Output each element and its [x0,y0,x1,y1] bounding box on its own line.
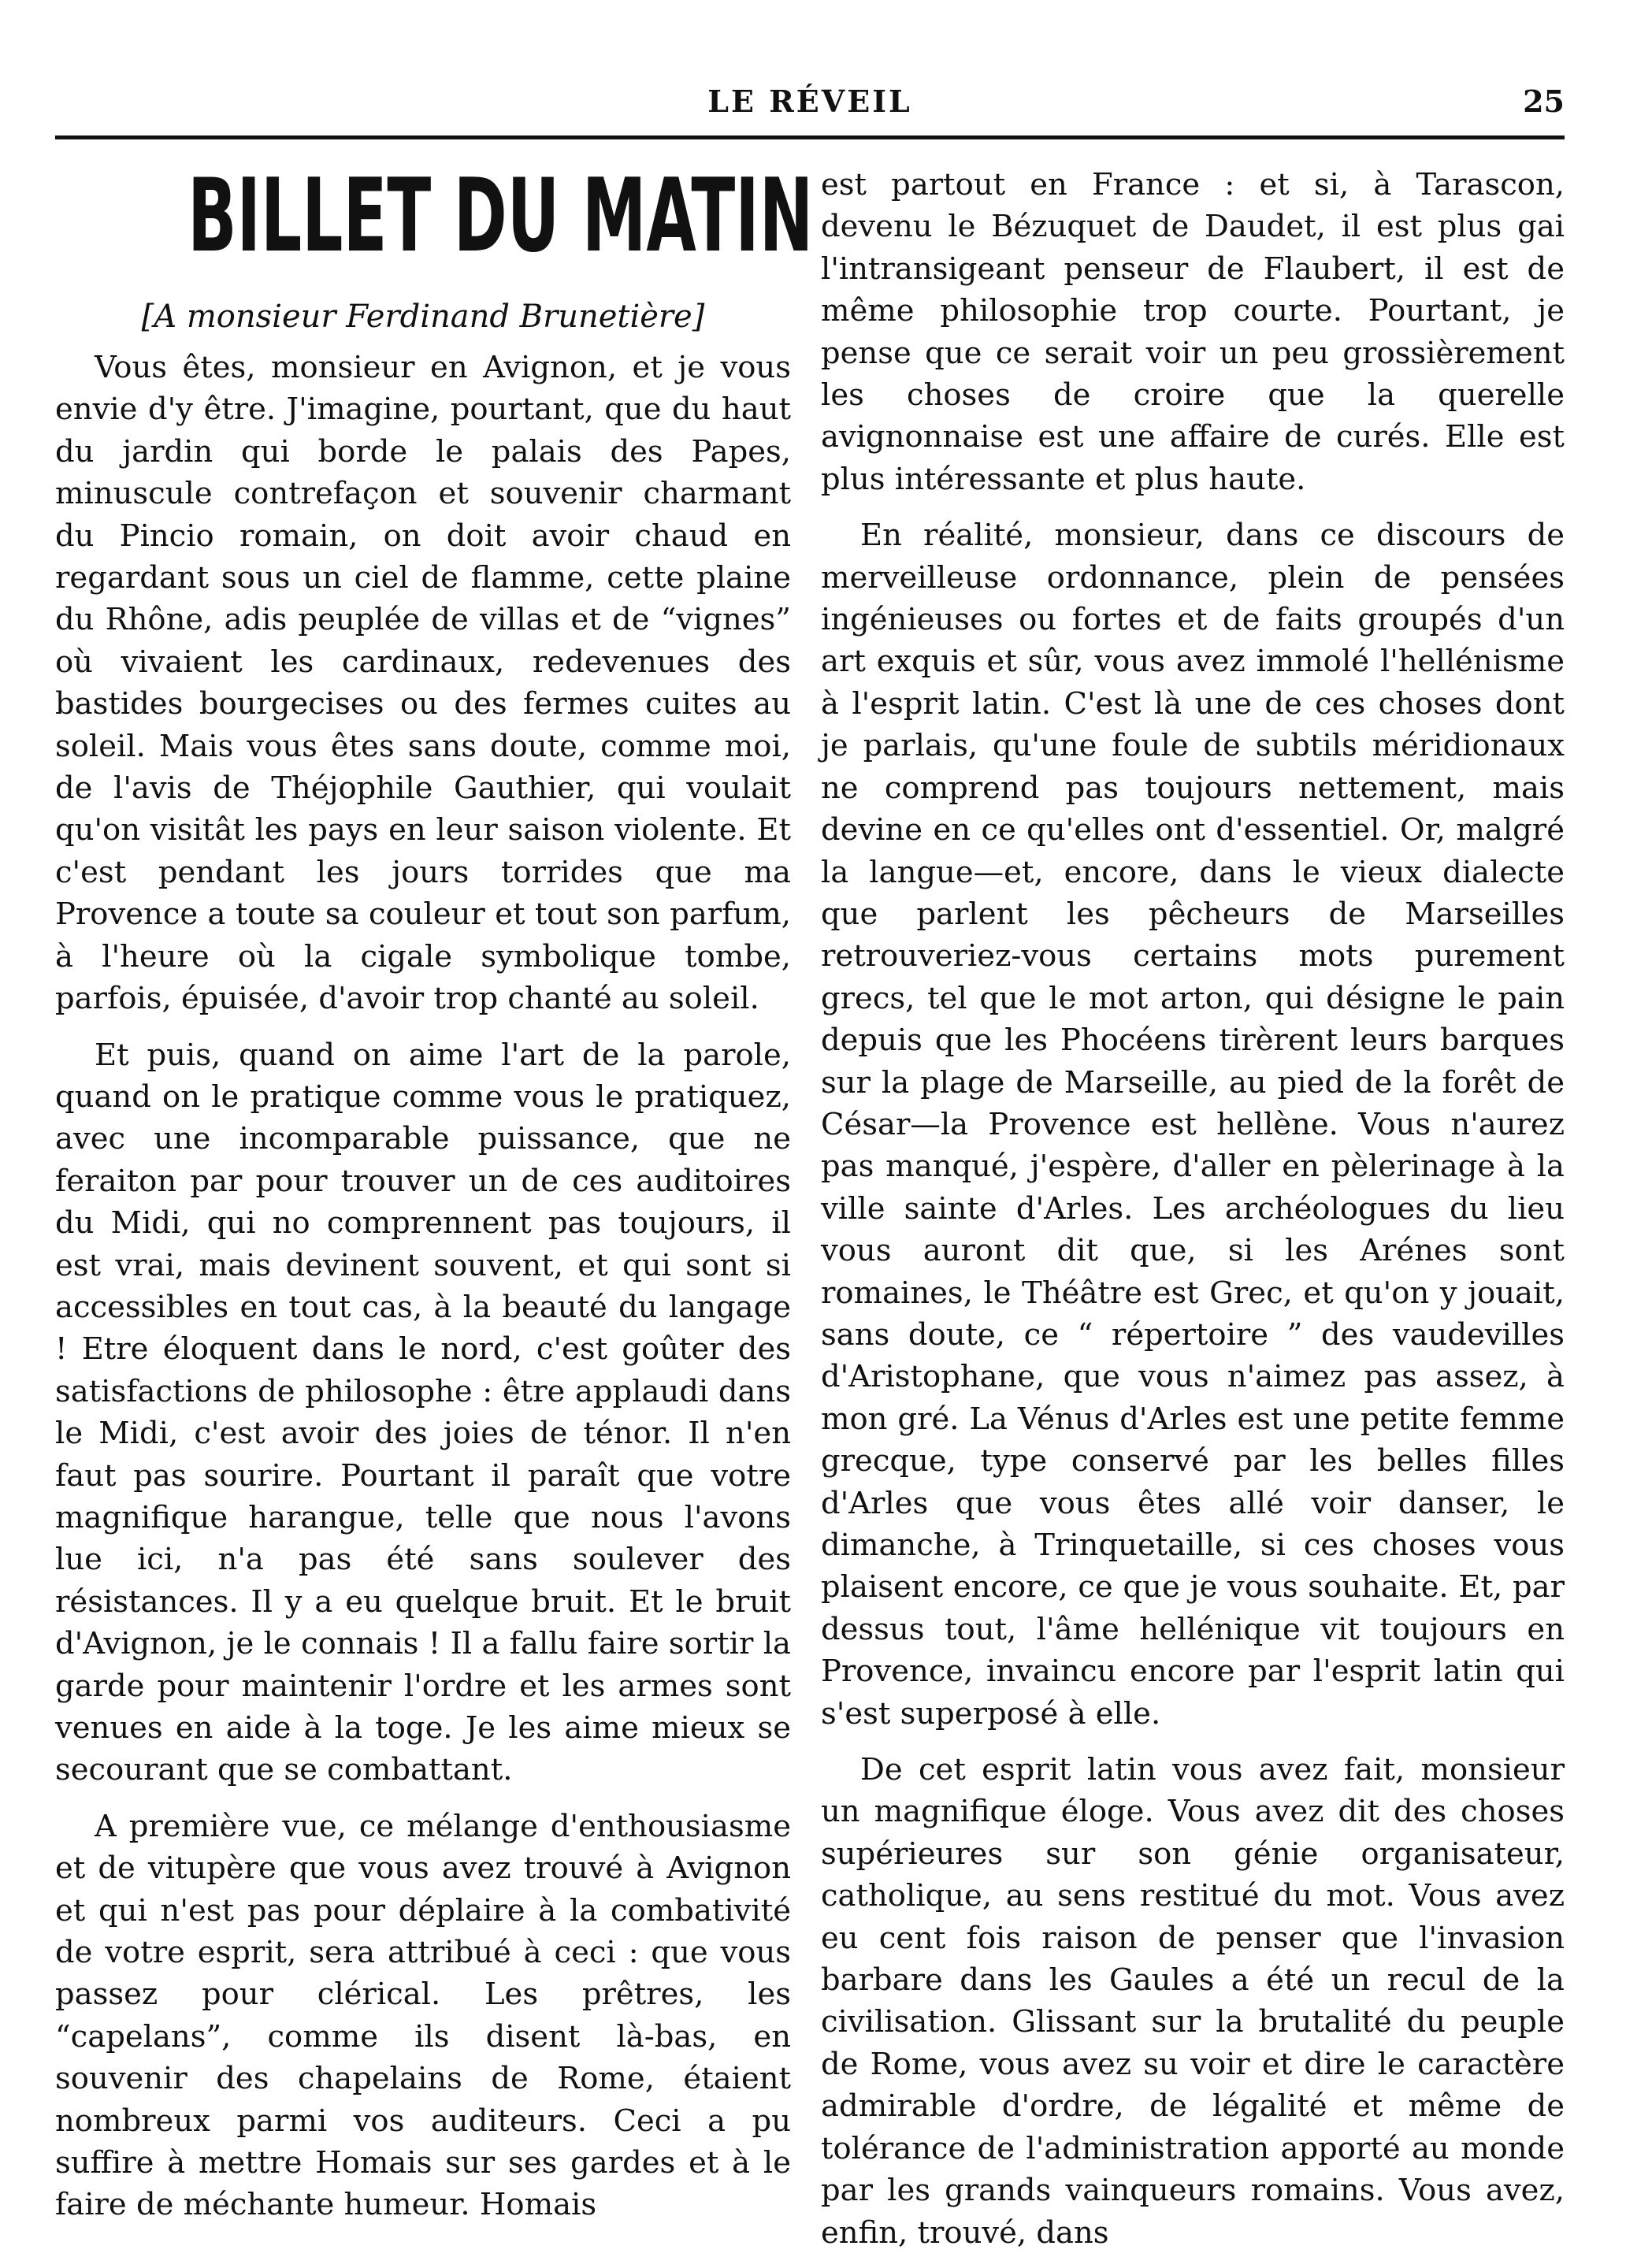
paragraph: Vous êtes, monsieur en Avignon, et je vous envie d'y être. J'imagine, pourtant, que du haut du jardin qui borde le palais des Papes, minuscule contrefaçon et souvenir charmant du Pincio romain, on doit avoir chaud en regardant sous un ciel de flamme, cette plaine du Rhône, adis peuplée de villas et de “vignes” où vivaient les cardinaux, redevenues des bastides bourgecises ou des fermes cuites au soleil. Mais vous êtes sans doute, comme moi, de l'avis de Théjophile Gauthier, qui voulait qu'on visitât les pays en leur saison violente. Et c'est pendant les jours torrides que ma Provence a toute sa couleur et tout son parfum, à l'heure où la cigale symbolique tombe, parfois, épuisée, d'avoir trop chanté au soleil. [55,350,791,1017]
article-dedication: [A monsieur Ferdinand Brunetière] [141,299,705,335]
left-column [55,158,814,2240]
right-column [821,164,1565,2268]
paragraph: A première vue, ce mélange d'enthousiasme et de vitupère que vous avez trouvé à Avignon et qui n'est pas pour déplaire à la combativité de votre esprit, sera attribué à ceci : que vous passez pour clérical. Les prêtres, les “capelans”, comme ils disent là-bas, en souvenir des chapelains de Rome, étaient nombreux parmi vos auditeurs. Ceci a pu suffire à mettre Homais sur ses gardes et à le faire de méchante humeur. Homais [55,1808,791,2223]
header-rule [55,135,1565,139]
page-header [55,76,1565,139]
page-number: 25 [1523,84,1565,119]
article-title: BILLET DU MATIN [187,158,814,275]
paragraph: En réalité, monsieur, dans ce discours de merveilleuse ordonnance, plein de pensées ingénieuses ou fortes et de faits groupés d'un art exquis et sûr, vous avez immolé l'hellénisme à l'esprit latin. C'est là une de ces choses dont je parlais, qu'une foule de subtils méridionaux ne comprend pas toujours nettement, mais devine en ce qu'elles ont d'essentiel. Or, malgré la langue—et, encore, dans le vieux dialecte que parlent les pêcheurs de Marseilles retrouveriez-vous certains mots purement grecs, tel que le mot arton, qui désigne le pain depuis que les Phocéens tirèrent leurs barques sur la plage de Marseille, au pied de la forêt de César—la Provence est hellène. Vous n'aurez pas manqué, j'espère, d'aller en pèlerinage à la ville sainte d'Arles. Les archéologues du lieu vous auront dit que, si les Arénes sont romaines, le Théâtre est Grec, et qu'on y jouait, sans doute, ce “ répertoire ” des vaudevilles d'Aristophane, que vous n'aimez pas assez, à mon gré. La Vénus d'Arles est une petite femme grecque, type conservé par les belles filles d'Arles que vous êtes allé voir danser, le dimanche, à Trinquetaille, si ces choses vous plaisent encore, ce que je vous souhaite. Et, par dessus tout, l'âme hellénique vit toujours en Provence, invaincu encore par l'esprit latin qui s'est superposé à elle. [821,518,1565,1732]
paragraph: De cet esprit latin vous avez fait, monsieur un magnifique éloge. Vous avez dit des choses supérieures sur son génie organisateur, catholique, au sens restitué du mot. Vous avez eu cent fois raison de penser que l'invasion barbare dans les Gaules a été un recul de la civilisation. Glissant sur la brutalité du peuple de Rome, vous avez su voir et dire le caractère admirable d'ordre, de légalité et même de tolérance de l'administration apporté au monde par les grands vainqueurs romains. Vous avez, enfin, trouvé, dans [821,1752,1565,2251]
paragraph: est partout en France : et si, à Tarascon, devenu le Bézuquet de Daudet, il est plus gai l'intransigeant penseur de Flaubert, il est de même philosophie trop courte. Pourtant, je pense que ce serait voir un peu grossièrement les choses de croire que la querelle avignonnaise est une affaire de curés. Elle est plus intéressante et plus haute. [821,167,1565,497]
journal-name: LE RÉVEIL [707,84,912,119]
paragraph: Et puis, quand on aime l'art de la parole, quand on le pratique comme vous le pratiquez, avec une incomparable puissance, que ne feraiton par pour trouver un de ces auditoires du Midi, qui no comprennent pas toujours, il est vrai, mais devinent souvent, et qui sont si accessibles en tout cas, à la beauté du langage ! Etre éloquent dans le nord, c'est goûter des satisfactions de philosophe : être applaudi dans le Midi, c'est avoir des joies de ténor. Il n'en faut pas sourire. Pourtant il paraît que votre magnifique harangue, telle que nous l'avons lue ici, n'a pas été sans soulever des résistances. Il y a eu quelque bruit. Et le bruit d'Avignon, je le connais ! Il a fallu faire sortir la garde pour maintenir l'ordre et les armes sont venues en aide à la toge. Je les aime mieux se secourant que se combattant. [55,1037,791,1788]
